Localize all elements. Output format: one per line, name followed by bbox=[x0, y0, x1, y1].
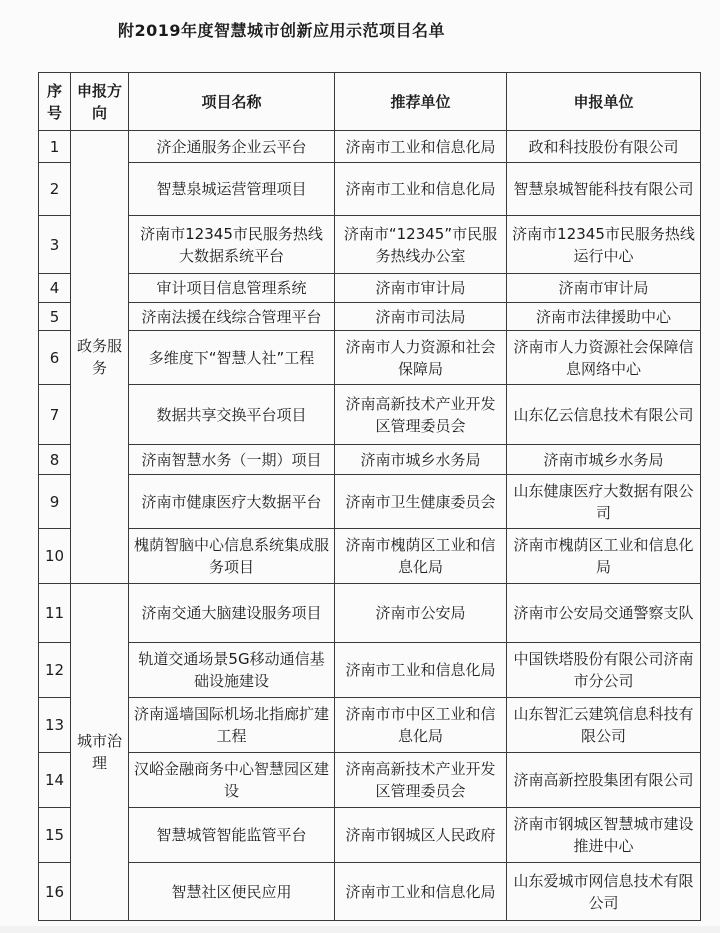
row-no: 16 bbox=[39, 863, 71, 921]
table-row bbox=[39, 445, 701, 475]
header-no: 序号 bbox=[39, 73, 71, 131]
applicant: 济南市法律援助中心 bbox=[507, 303, 701, 331]
table-row bbox=[39, 331, 701, 385]
recommender: 济南市“12345”市民服务热线办公室 bbox=[335, 216, 507, 274]
recommender: 济南高新技术产业开发区管理委员会 bbox=[335, 753, 507, 808]
project-name: 数据共享交换平台项目 bbox=[129, 385, 335, 445]
project-name: 槐荫智脑中心信息系统集成服务项目 bbox=[129, 529, 335, 584]
row-no: 3 bbox=[39, 216, 71, 274]
project-name: 济南智慧水务（一期）项目 bbox=[129, 445, 335, 475]
row-no: 13 bbox=[39, 698, 71, 753]
document-title: 附2019年度智慧城市创新应用示范项目名单 bbox=[118, 21, 446, 40]
row-no: 6 bbox=[39, 331, 71, 385]
applicant: 济南市12345市民服务热线运行中心 bbox=[507, 216, 701, 274]
project-list-table bbox=[38, 72, 701, 921]
project-name: 汉峪金融商务中心智慧园区建设 bbox=[129, 753, 335, 808]
row-no: 7 bbox=[39, 385, 71, 445]
applicant: 山东健康医疗大数据有限公司 bbox=[507, 475, 701, 529]
recommender: 济南市钢城区人民政府 bbox=[335, 808, 507, 863]
row-no: 1 bbox=[39, 131, 71, 163]
project-name: 济南市健康医疗大数据平台 bbox=[129, 475, 335, 529]
applicant: 济南高新控股集团有限公司 bbox=[507, 753, 701, 808]
project-name: 济南法援在线综合管理平台 bbox=[129, 303, 335, 331]
table-row bbox=[39, 274, 701, 303]
row-no: 11 bbox=[39, 584, 71, 643]
applicant: 山东爱城市网信息技术有限公司 bbox=[507, 863, 701, 921]
recommender: 济南市工业和信息化局 bbox=[335, 163, 507, 216]
table-row bbox=[39, 475, 701, 529]
recommender: 济南市市中区工业和信息化局 bbox=[335, 698, 507, 753]
recommender: 济南市公安局 bbox=[335, 584, 507, 643]
header-category: 申报方向 bbox=[71, 73, 129, 131]
table-row bbox=[39, 385, 701, 445]
table-row bbox=[39, 303, 701, 331]
row-no: 15 bbox=[39, 808, 71, 863]
project-name: 济南遥墙国际机场北指廊扩建工程 bbox=[129, 698, 335, 753]
recommender: 济南市工业和信息化局 bbox=[335, 131, 507, 163]
table-row bbox=[39, 131, 701, 163]
row-no: 14 bbox=[39, 753, 71, 808]
row-no: 10 bbox=[39, 529, 71, 584]
project-name: 济企通服务企业云平台 bbox=[129, 131, 335, 163]
table-row bbox=[39, 753, 701, 808]
recommender: 济南市工业和信息化局 bbox=[335, 863, 507, 921]
table-row bbox=[39, 529, 701, 584]
project-name: 济南市12345市民服务热线大数据系统平台 bbox=[129, 216, 335, 274]
project-name: 轨道交通场景5G移动通信基础设施建设 bbox=[129, 643, 335, 698]
applicant: 政和科技股份有限公司 bbox=[507, 131, 701, 163]
applicant: 智慧泉城智能科技有限公司 bbox=[507, 163, 701, 216]
recommender: 济南市工业和信息化局 bbox=[335, 643, 507, 698]
table-row bbox=[39, 584, 701, 643]
row-no: 5 bbox=[39, 303, 71, 331]
table-row bbox=[39, 216, 701, 274]
applicant: 济南市公安局交通警察支队 bbox=[507, 584, 701, 643]
table-row bbox=[39, 863, 701, 921]
applicant: 济南市槐荫区工业和信息化局 bbox=[507, 529, 701, 584]
recommender: 济南市司法局 bbox=[335, 303, 507, 331]
applicant: 济南市审计局 bbox=[507, 274, 701, 303]
recommender: 济南市审计局 bbox=[335, 274, 507, 303]
row-no: 9 bbox=[39, 475, 71, 529]
row-no: 4 bbox=[39, 274, 71, 303]
project-name: 多维度下“智慧人社”工程 bbox=[129, 331, 335, 385]
applicant: 山东智汇云建筑信息科技有限公司 bbox=[507, 698, 701, 753]
table-row bbox=[39, 163, 701, 216]
project-name: 智慧社区便民应用 bbox=[129, 863, 335, 921]
page-bottom-edge bbox=[0, 926, 720, 933]
project-name: 审计项目信息管理系统 bbox=[129, 274, 335, 303]
header-recommender: 推荐单位 bbox=[335, 73, 507, 131]
applicant: 中国铁塔股份有限公司济南市分公司 bbox=[507, 643, 701, 698]
project-name: 智慧城管智能监管平台 bbox=[129, 808, 335, 863]
recommender: 济南市槐荫区工业和信息化局 bbox=[335, 529, 507, 584]
category-cell: 政务服务 bbox=[71, 131, 129, 584]
row-no: 12 bbox=[39, 643, 71, 698]
applicant: 济南市钢城区智慧城市建设推进中心 bbox=[507, 808, 701, 863]
project-name: 济南交通大脑建设服务项目 bbox=[129, 584, 335, 643]
table-header-row bbox=[39, 73, 701, 131]
category-cell: 城市治理 bbox=[71, 584, 129, 921]
row-no: 8 bbox=[39, 445, 71, 475]
recommender: 济南市卫生健康委员会 bbox=[335, 475, 507, 529]
table-row bbox=[39, 808, 701, 863]
header-project: 项目名称 bbox=[129, 73, 335, 131]
applicant: 山东亿云信息技术有限公司 bbox=[507, 385, 701, 445]
recommender: 济南高新技术产业开发区管理委员会 bbox=[335, 385, 507, 445]
row-no: 2 bbox=[39, 163, 71, 216]
recommender: 济南市人力资源和社会保障局 bbox=[335, 331, 507, 385]
table-row bbox=[39, 643, 701, 698]
applicant: 济南市城乡水务局 bbox=[507, 445, 701, 475]
table-row bbox=[39, 698, 701, 753]
header-applicant: 申报单位 bbox=[507, 73, 701, 131]
project-name: 智慧泉城运营管理项目 bbox=[129, 163, 335, 216]
applicant: 济南市人力资源社会保障信息网络中心 bbox=[507, 331, 701, 385]
recommender: 济南市城乡水务局 bbox=[335, 445, 507, 475]
